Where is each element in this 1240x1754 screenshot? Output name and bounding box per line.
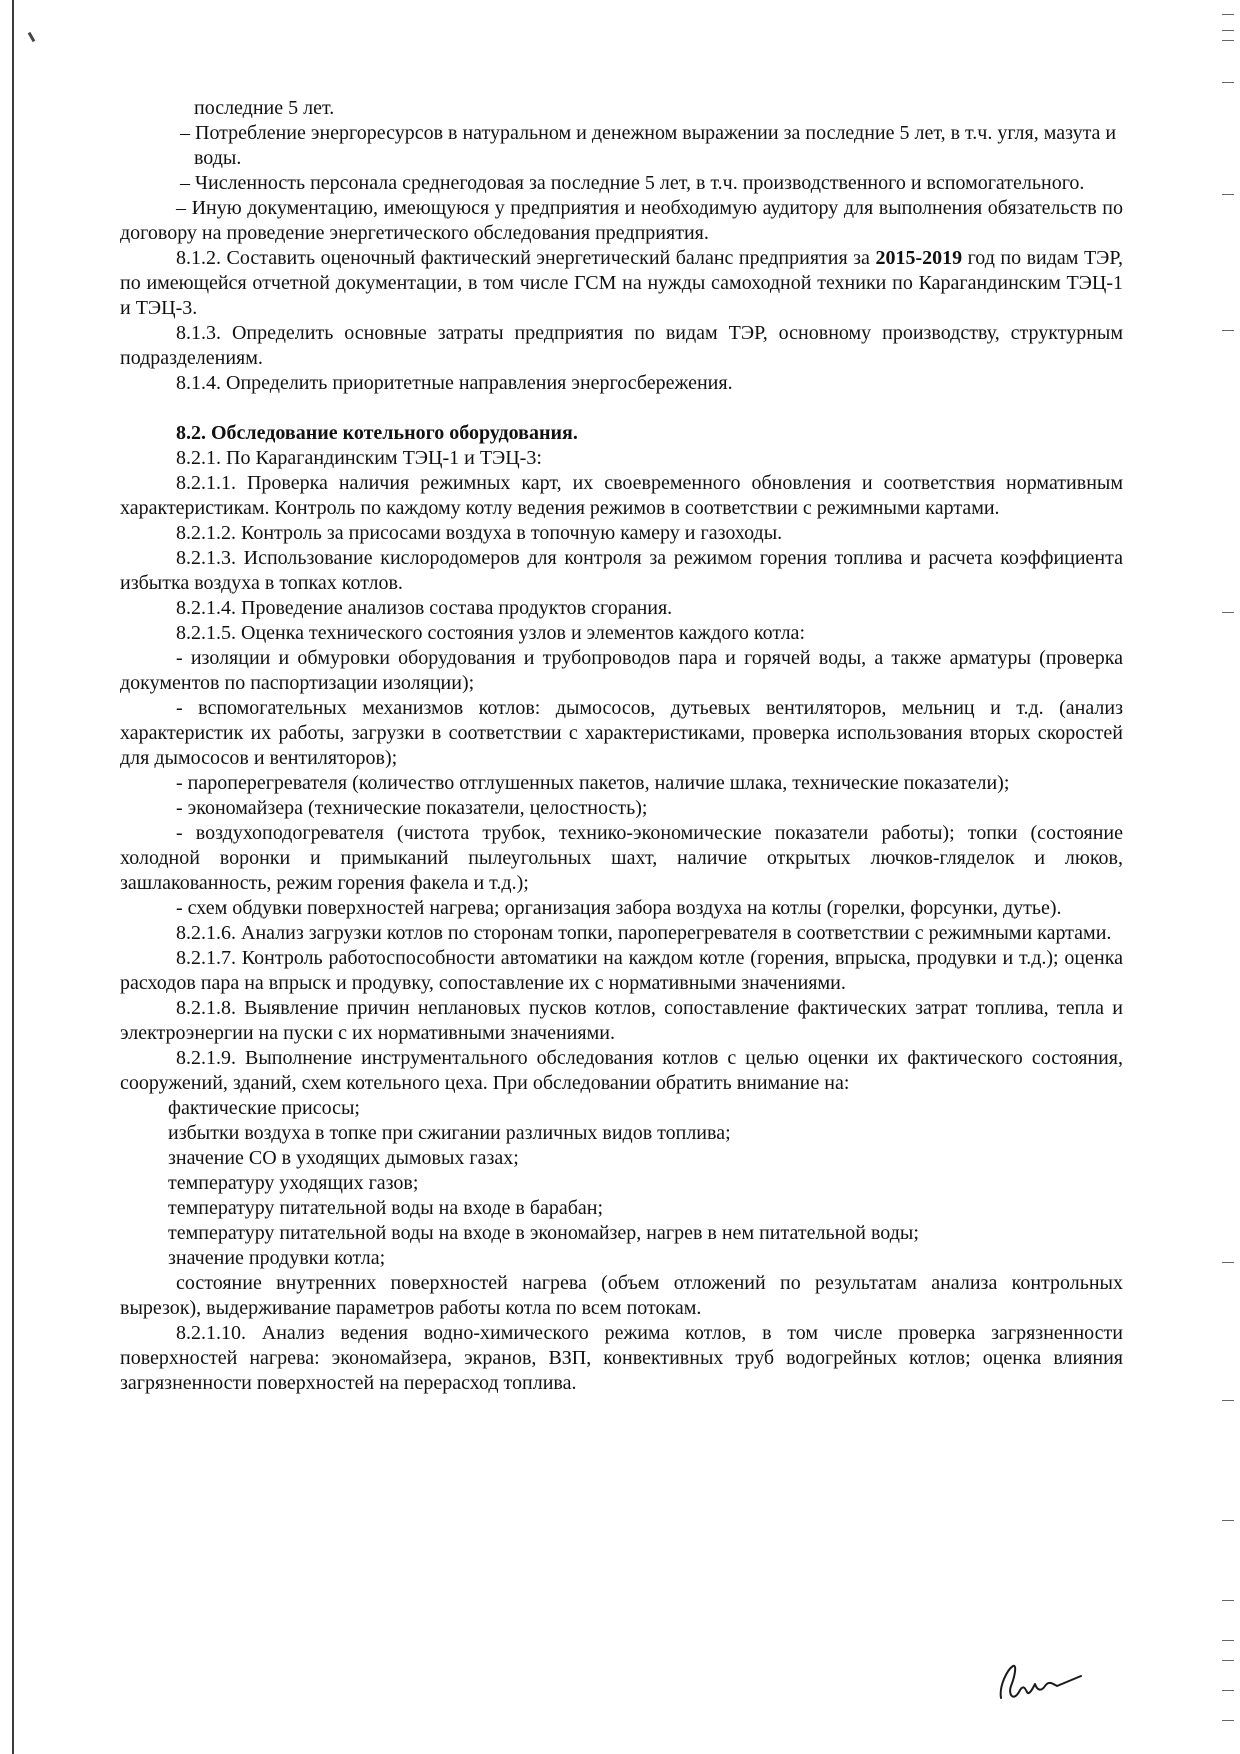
paragraph-8-2-1-4: 8.2.1.4. Проведение анализов состава продуктов сгорания. [176, 597, 673, 619]
dash-item: - воздухоподогревателя (чистота трубок, технико-экономические показатели работы); топки (состояние холодной воронки и примыканий пылеугольных шахт, наличие открытых лючков-гляделок и люков, зашлакованность, режим горения факела и т.д.); [120, 822, 1123, 894]
checklist-item: избытки воздуха в топке при сжигании различных видов топлива; [168, 1122, 731, 1144]
text-run: год по видам ТЭР, по имеющейся отчетной документации, в том числе ГСМ на нужды самоходной техники по Карагандинским ТЭЦ-1 и ТЭЦ-3. [120, 247, 1123, 319]
dash-item: - схем обдувки поверхностей нагрева; организация забора воздуха на котлы (горелки, форсунки, дутье). [176, 897, 1062, 919]
right-edge-scan-marks [1218, 0, 1240, 1754]
dash-item: - экономайзера (технические показатели, целостность); [176, 797, 648, 819]
paragraph-8-2-1-7: 8.2.1.7. Контроль работоспособности автоматики на каждом котле (горения, впрыска, продувки и т.д.); оценка расходов пара на впрыск и продувку, сопоставление их с нормативными значениями. [120, 947, 1123, 994]
checklist-item: температуру уходящих газов; [168, 1172, 419, 1194]
paragraph: последние 5 лет. [194, 97, 335, 119]
handwritten-signature [995, 1658, 1085, 1708]
scan-artifact-mark [28, 32, 36, 42]
paragraph-8-1-4: 8.1.4. Определить приоритетные направления энергосбережения. [176, 372, 733, 394]
checklist-item: фактические присосы; [168, 1097, 360, 1119]
section-heading-8-2: 8.2. Обследование котельного оборудования. [176, 422, 578, 444]
paragraph-8-2-1-10: 8.2.1.10. Анализ ведения водно-химического режима котлов, в том числе проверка загрязненности поверхностей нагрева: экономайзера, экранов, ВЗП, конвективных труб водогрейных котлов; оценка влияния загрязненности поверхностей на перерасход топлива. [120, 1322, 1123, 1394]
bold-years: 2015-2019 [875, 247, 963, 269]
paragraph-8-1-3: 8.1.3. Определить основные затраты предприятия по видам ТЭР, основному производству, структурным подразделениям. [120, 322, 1123, 369]
text-run: 8.1.2. Составить оценочный фактический энергетический баланс предприятия за [176, 247, 876, 269]
document-body [120, 96, 1123, 1396]
dash-item: - изоляции и обмуровки оборудования и трубопроводов пара и горячей воды, а также арматуры (проверка документов по паспортизации изоляции); [120, 647, 1123, 694]
left-margin-binding-line [12, 0, 14, 1754]
checklist-item: значение продувки котла; [168, 1247, 386, 1269]
checklist-item: температуру питательной воды на входе в экономайзер, нагрев в нем питательной воды; [168, 1222, 919, 1244]
paragraph-8-2-1-6: 8.2.1.6. Анализ загрузки котлов по сторонам топки, пароперегревателя в соответствии с режимными картами. [176, 922, 1112, 944]
paragraph-8-2-1-5: 8.2.1.5. Оценка технического состояния узлов и элементов каждого котла: [176, 622, 805, 644]
dash-item: - пароперегревателя (количество отглушенных пакетов, наличие шлака, технические показатели); [176, 772, 1010, 794]
checklist-item: значение СО в уходящих дымовых газах; [168, 1147, 519, 1169]
list-item: – Потребление энергоресурсов в натуральном и денежном выражении за последние 5 лет, в т.ч. угля, мазута и воды. [180, 122, 1117, 169]
paragraph-8-2-1-1: 8.2.1.1. Проверка наличия режимных карт, их своевременного обновления и соответствия нормативным характеристикам. Контроль по каждому котлу ведения режимов в соответствии с режимными картами. [120, 472, 1123, 519]
checklist-item: состояние внутренних поверхностей нагрева (объем отложений по результатам анализа контрольных вырезок), выдерживание параметров работы котла по всем потокам. [120, 1272, 1123, 1319]
paragraph-8-2-1-3: 8.2.1.3. Использование кислородомеров для контроля за режимом горения топлива и расчета коэффициента избытка воздуха в топках котлов. [120, 547, 1123, 594]
paragraph-8-1-2 [120, 246, 1123, 321]
checklist-item: температуру питательной воды на входе в барабан; [168, 1197, 604, 1219]
list-item: – Иную документацию, имеющуюся у предприятия и необходимую аудитору для выполнения обязательств по договору на проведение энергетического обследования предприятия. [120, 197, 1123, 244]
paragraph-8-2-1-2: 8.2.1.2. Контроль за присосами воздуха в топочную камеру и газоходы. [176, 522, 783, 544]
paragraph-8-2-1: 8.2.1. По Карагандинским ТЭЦ-1 и ТЭЦ-3: [176, 447, 542, 469]
spacer [120, 396, 1123, 421]
list-item: – Численность персонала среднегодовая за последние 5 лет, в т.ч. производственного и вспомогательного. [180, 172, 1085, 194]
dash-item: - вспомогательных механизмов котлов: дымососов, дутьевых вентиляторов, мельниц и т.д. (анализ характеристик их работы, загрузки в соответствии с характеристиками, проверка использования вторых скоростей для дымососов и вентиляторов); [120, 697, 1123, 769]
paragraph-8-2-1-8: 8.2.1.8. Выявление причин неплановых пусков котлов, сопоставление фактических затрат топлива, тепла и электроэнергии на пуски с их нормативными значениями. [120, 997, 1123, 1044]
paragraph-8-2-1-9: 8.2.1.9. Выполнение инструментального обследования котлов с целью оценки их фактического состояния, сооружений, зданий, схем котельного цеха. При обследовании обратить внимание на: [120, 1047, 1123, 1094]
